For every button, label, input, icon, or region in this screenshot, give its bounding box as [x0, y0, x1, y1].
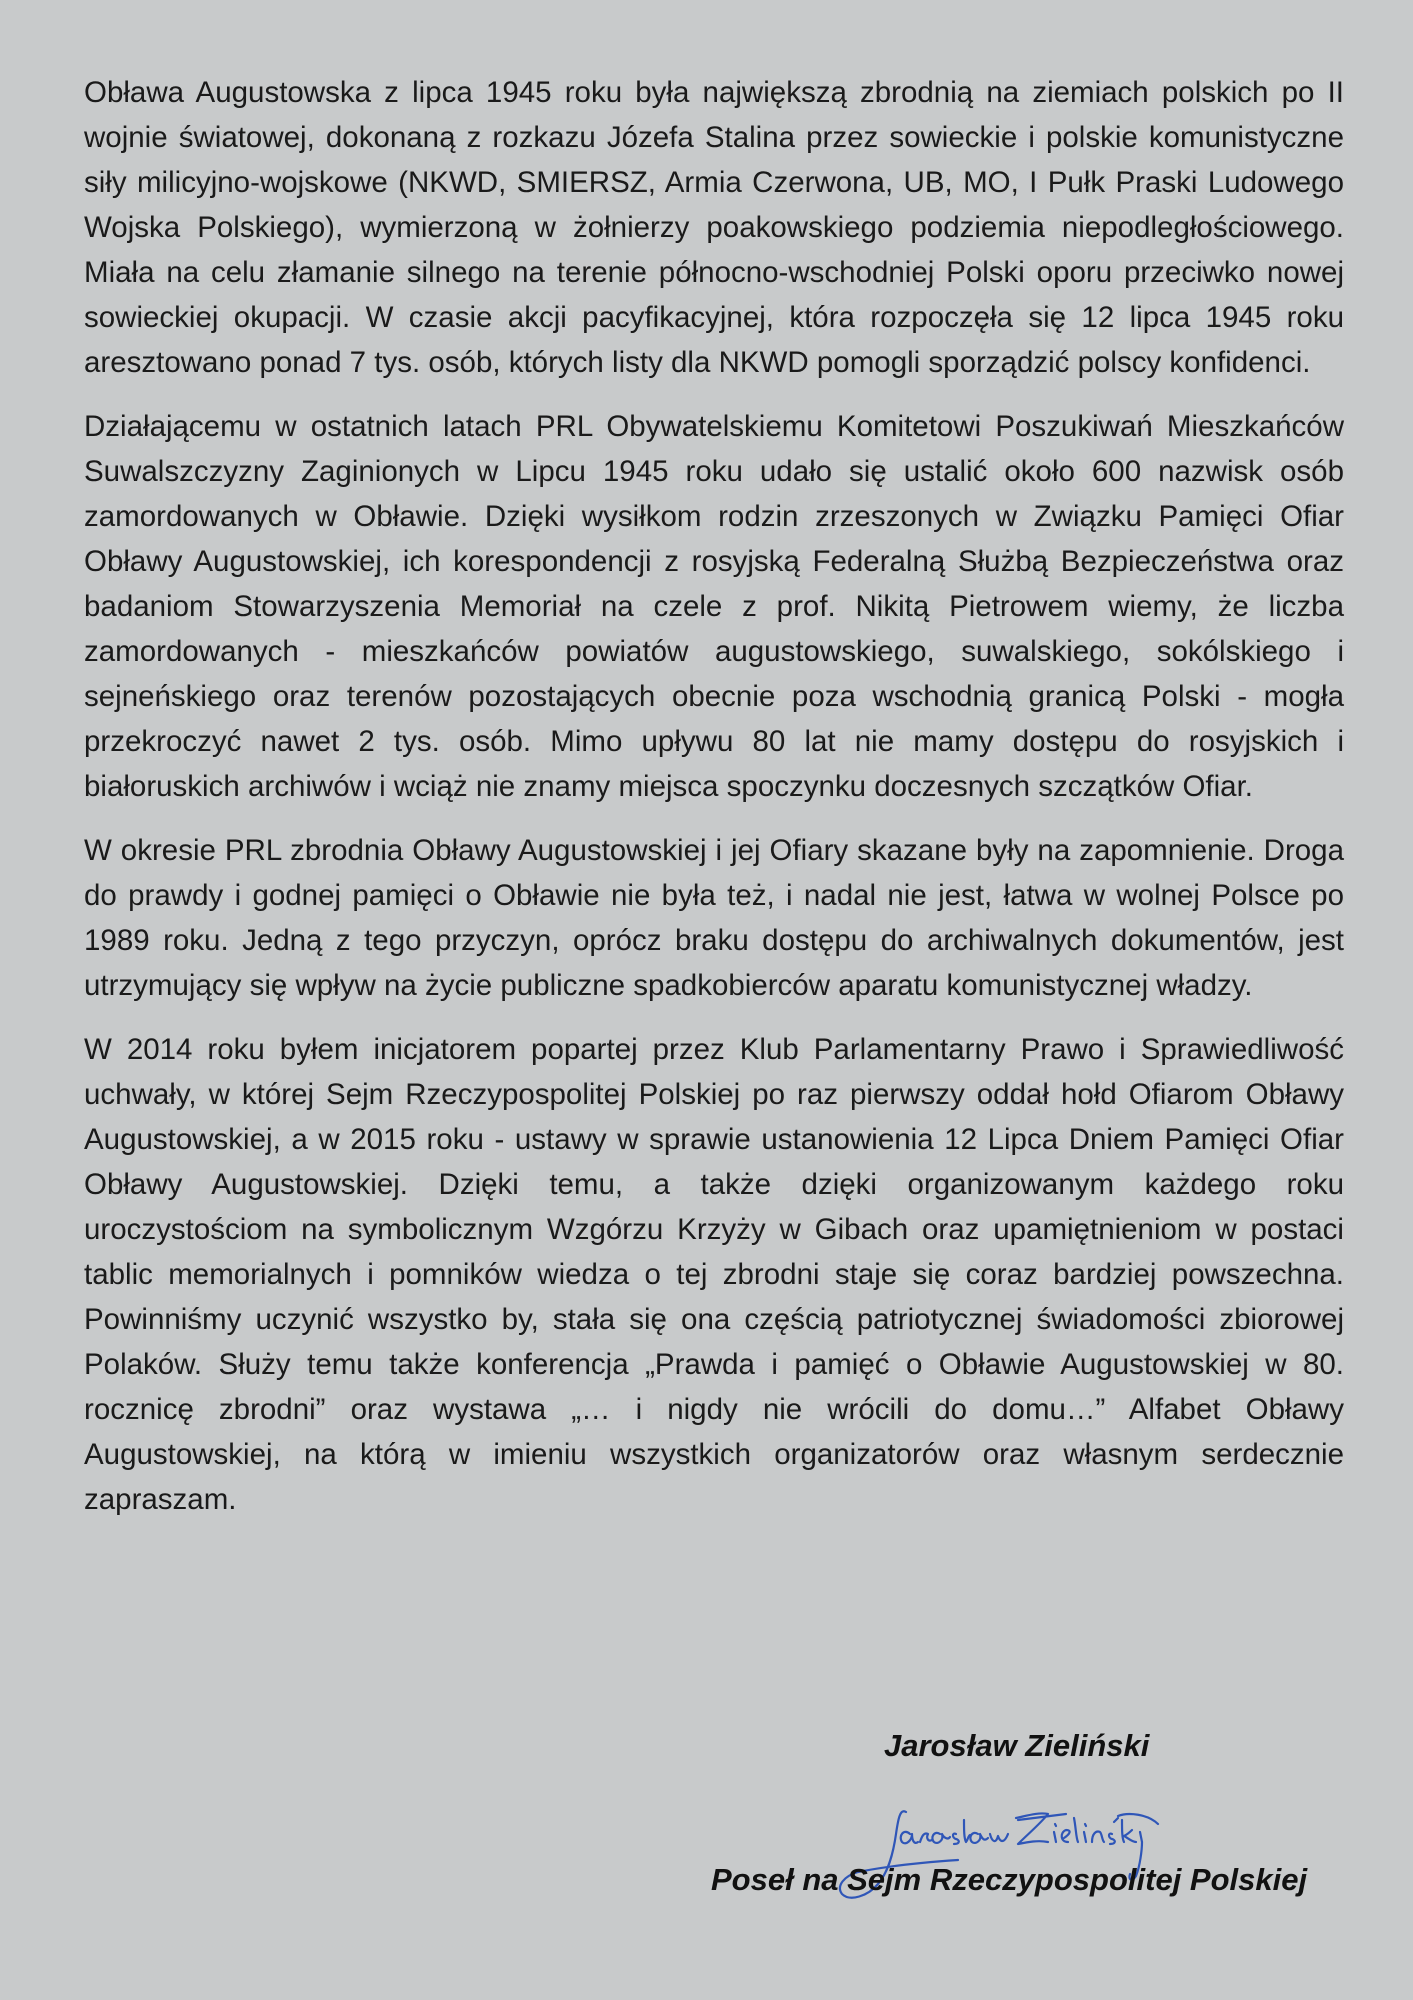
author-title: Poseł na Sejm Rzeczypospolitej Polskiej: [711, 1862, 1308, 1897]
letter-body: [84, 70, 1344, 1541]
letter-paragraph-1: Obława Augustowska z lipca 1945 roku była największą zbrodnią na ziemiach polskich po II wojnie światowej, dokonaną z rozkazu Józefa Stalina przez sowieckie i polskie komunistyczne siły milicyjno-wojskowe (NKWD, SMIERSZ, Armia Czerwona, UB, MO, I Pułk Praski Ludowego Wojska Polskiego), wymierzoną w żołnierzy poakowskiego podziemia niepodległościowego. Miała na celu złamanie silnego na terenie północno-wschodniej Polski oporu przeciwko nowej sowieckiej okupacji. W czasie akcji pacyfikacyjnej, która rozpoczęła się 12 lipca 1945 roku aresztowano ponad 7 tys. osób, których listy dla NKWD pomogli sporządzić polscy konfidenci.: [84, 76, 1344, 379]
letter-paragraph-3: W okresie PRL zbrodnia Obławy Augustowskiej i jej Ofiary skazane były na zapomnienie. Droga do prawdy i godnej pamięci o Obławie nie była też, i nadal nie jest, łatwa w wolnej Polsce po 1989 roku. Jedną z tego przyczyn, oprócz braku dostępu do archiwalnych dokumentów, jest utrzymujący się wpływ na życie publiczne spadkobierców aparatu komunistycznej władzy.: [84, 834, 1344, 1002]
letter-paragraph-2: Działającemu w ostatnich latach PRL Obywatelskiemu Komitetowi Poszukiwań Mieszkańców Suwalszczyzny Zaginionych w Lipcu 1945 roku udało się ustalić około 600 nazwisk osób zamordowanych w Obławie. Dzięki wysiłkom rodzin zrzeszonych w Związku Pamięci Ofiar Obławy Augustowskiej, ich korespondencji z rosyjską Federalną Służbą Bezpieczeństwa oraz badaniom Stowarzyszenia Memoriał na czele z prof. Nikitą Pietrowem wiemy, że liczba zamordowanych - mieszkańców powiatów augustowskiego, suwalskiego, sokólskiego i sejneńskiego oraz terenów pozostających obecnie poza wschodnią granicą Polski - mogła przekroczyć nawet 2 tys. osób. Mimo upływu 80 lat nie mamy dostępu do rosyjskich i białoruskich archiwów i wciąż nie znamy miejsca spoczynku doczesnych szczątków Ofiar.: [84, 410, 1344, 803]
letter-paragraph-4: W 2014 roku byłem inicjatorem popartej przez Klub Parlamentarny Prawo i Sprawiedliwość uchwały, w której Sejm Rzeczypospolitej Polskiej po raz pierwszy oddał hołd Ofiarom Obławy Augustowskiej, a w 2015 roku - ustawy w sprawie ustanowienia 12 Lipca Dniem Pamięci Ofiar Obławy Augustowskiej. Dzięki temu, a także dzięki organizowanym każdego roku uroczystościom na symbolicznym Wzgórzu Krzyży w Gibach oraz upamiętnieniom w postaci tablic memorialnych i pomników wiedza o tej zbrodni staje się coraz bardziej powszechna. Powinniśmy uczynić wszystko by, stała się ona częścią patriotycznej świadomości zbiorowej Polaków. Służy temu także konferencja „Prawda i pamięć o Obławie Augustowskiej w 80. rocznicę zbrodni” oraz wystawa „… i nigdy nie wrócili do domu…” Alfabet Obławy Augustowskiej, na którą w imieniu wszystkich organizatorów oraz własnym serdecznie zapraszam.: [84, 1033, 1344, 1516]
author-name: Jarosław Zieliński: [884, 1728, 1150, 1763]
